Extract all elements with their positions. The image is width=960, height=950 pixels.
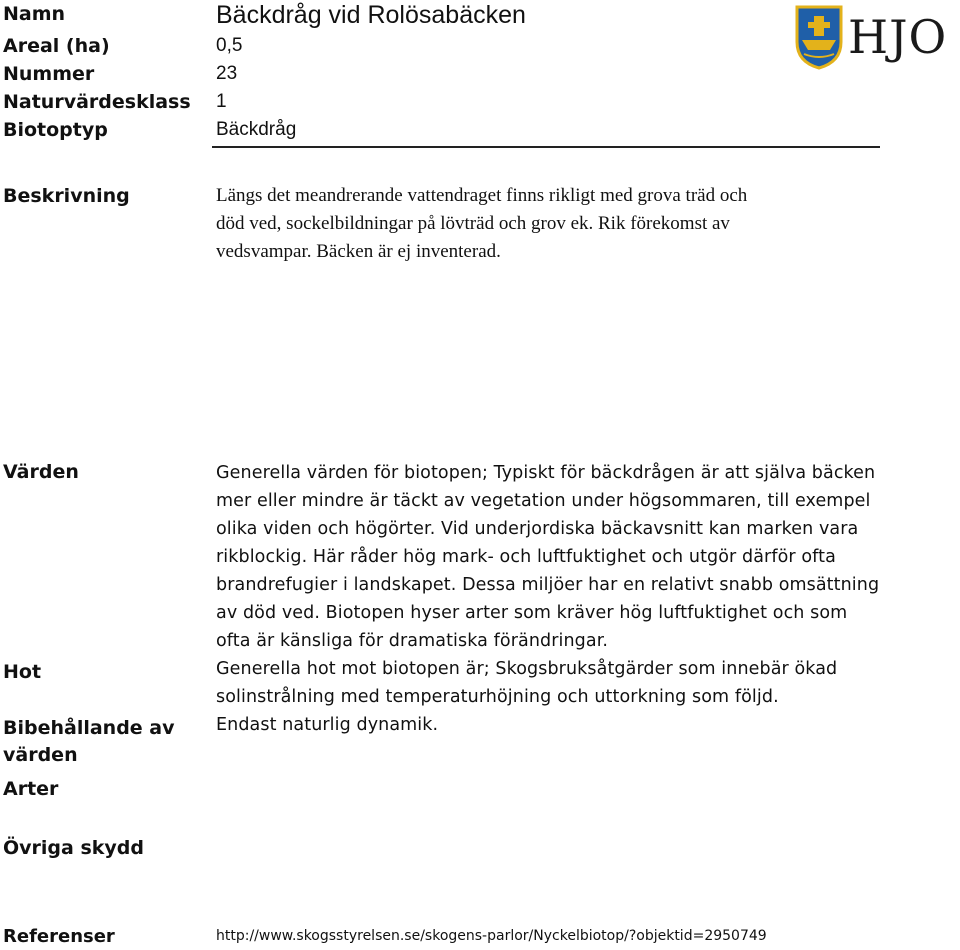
biotoptyp-value: Bäckdråg [216,119,297,140]
beskrivning-line: vedsvampar. Bäcken är ej inventerad. [216,241,501,262]
referenser-label: Referenser [3,926,115,947]
varden-line: ofta är känsliga för dramatiska förändringar. [216,631,609,651]
naturvardesklass-label: Naturvärdesklass [3,91,191,113]
nummer-label: Nummer [3,63,95,85]
nummer-value: 23 [216,63,238,84]
reference-link[interactable]: http://www.skogsstyrelsen.se/skogens-parlor/Nyckelbiotop/?objektid=2950749 [216,928,767,944]
biotoptyp-label: Biotoptyp [3,119,108,141]
hot-line: Generella hot mot biotopen är; Skogsbruksåtgärder som innebär ökad [216,659,838,679]
varden-line: av död ved. Biotopen hyser arter som kräver hög luftfuktighet och som [216,603,848,623]
hot-label: Hot [3,661,42,683]
hot-line: solinstrålning med temperaturhöjning och uttorkning som följd. [216,687,779,707]
coat-of-arms-icon [794,4,844,70]
varden-text [216,459,906,739]
varden-line: rikblockig. Här råder hög mark- och luftfuktighet och utgör därför ofta [216,547,836,567]
namn-label: Namn [3,3,66,25]
header-divider [212,146,880,148]
beskrivning-label: Beskrivning [3,185,130,207]
ovriga-skydd-label: Övriga skydd [3,837,144,859]
arter-label: Arter [3,778,59,800]
naturvardesklass-value: 1 [216,91,227,112]
bibehallande-label-line2: värden [3,744,78,766]
varden-line: brandrefugier i landskapet. Dessa miljöer har en relativt snabb omsättning [216,575,880,595]
beskrivning-text [216,182,906,266]
varden-line: mer eller mindre är täckt av vegetation under högsommaren, till exempel [216,491,871,511]
varden-label: Värden [3,461,79,483]
bibehallande-label-line1: Bibehållande av [3,717,175,739]
varden-line: Generella värden för biotopen; Typiskt för bäckdrågen är att själva bäcken [216,463,876,483]
beskrivning-line: död ved, sockelbildningar på lövträd och grov ek. Rik förekomst av [216,213,730,234]
areal-value: 0,5 [216,35,243,56]
beskrivning-line: Längs det meandrerande vattendraget finns rikligt med grova träd och [216,185,748,206]
hjo-logo-text: HJO [848,10,948,64]
areal-label: Areal (ha) [3,35,110,57]
page-title: Bäckdråg vid Rolösabäcken [216,1,526,29]
bibehallande-value: Endast naturlig dynamik. [216,715,439,735]
varden-line: olika viden och högörter. Vid underjordiska bäckavsnitt kan marken vara [216,519,859,539]
